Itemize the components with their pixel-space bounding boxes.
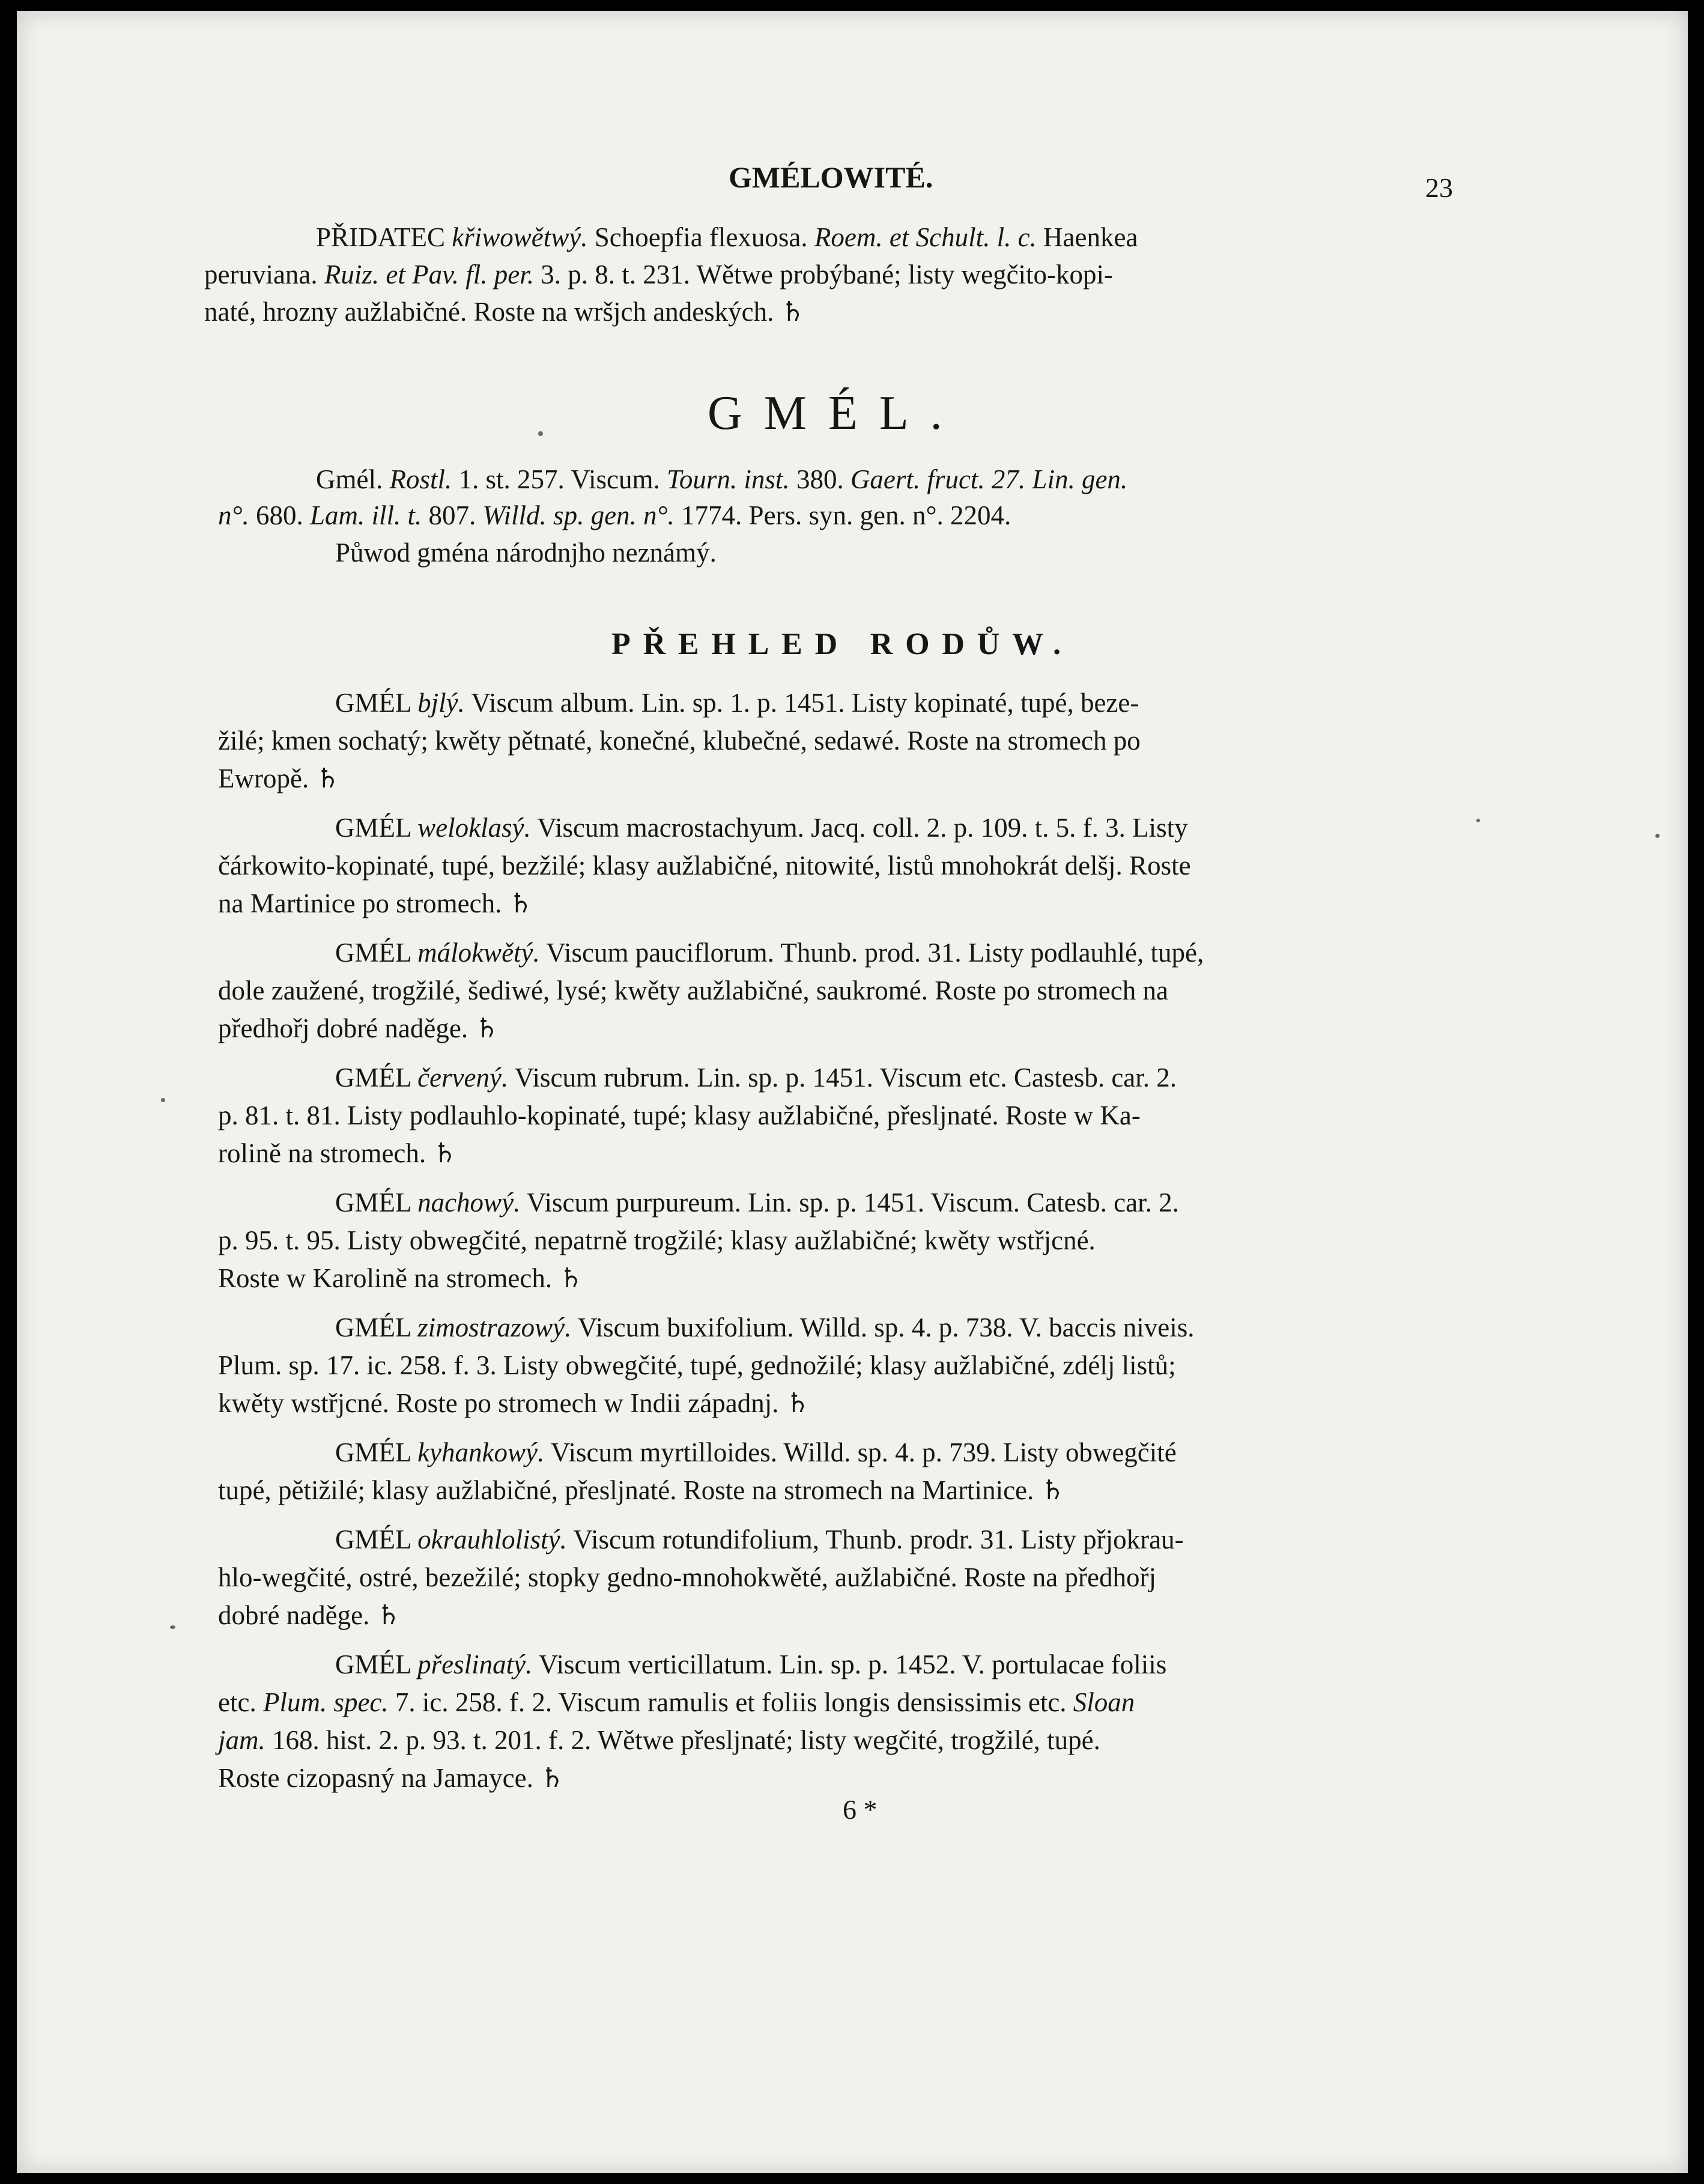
species-entry: GMÉL nachowý. Viscum purpureum. Lin. sp. p. 1451. Viscum. Catesb. car. 2. [335,1188,1179,1218]
text-line: dobré naděge. ♄ [218,1600,401,1630]
scanned-page [17,11,1688,2173]
text-line: tupé, pětižilé; klasy aužlabičné, přesljnaté. Roste na stromech na Martinice. ♄ [218,1475,1065,1505]
signature-mark: 6 * [843,1794,878,1825]
species-entry: GMÉL kyhankowý. Viscum myrtilloides. Willd. sp. 4. p. 739. Listy obwegčité [335,1437,1177,1467]
text-line: hlo-wegčité, ostré, bezežilé; stopky gedno-mnohokwěté, aužlabičné. Roste na předhořj [218,1562,1156,1592]
saturn-symbol: ♄ [780,297,805,327]
text-line: jam. 168. hist. 2. p. 93. t. 201. f. 2. Wětwe přesljnaté; listy wegčité, trogžilé, tupé. [218,1725,1100,1755]
species-entry: GMÉL málokwětý. Viscum pauciflorum. Thunb. prod. 31. Listy podlauhlé, tupé, [335,938,1204,968]
page-number: 23 [1425,172,1453,203]
text-line: dole zaužené, trogžilé, šediwé, lysé; kwěty aužlabičné, saukromé. Roste po stromech na [218,975,1168,1006]
text-line: p. 81. t. 81. Listy podlauhlo-kopinaté, tupé; klasy aužlabičné, přesljnaté. Roste w Ka- [218,1100,1141,1130]
genus-heading: GMÉL. [708,387,964,440]
text-line: čárkowito-kopinaté, tupé, bezžilé; klasy aužlabičné, nitowité, listů mnohokrát delšj. Roste [218,851,1191,881]
text-line: Roste w Karolině na stromech. ♄ [218,1263,583,1293]
running-header: GMÉLOWITÉ. [729,160,933,194]
text-line: předhořj dobré naděge. ♄ [218,1013,499,1043]
text-line: Gmél. Rostl. 1. st. 257. Viscum. Tourn. inst. 380. Gaert. fruct. 27. Lin. gen. [316,464,1128,494]
species-entry: GMÉL přeslinatý. Viscum verticillatum. Lin. sp. p. 1452. V. portulacae foliis [335,1649,1167,1679]
section-heading: PŘEHLED RODŮW. [611,627,1073,661]
species-entry: GMÉL weloklasý. Viscum macrostachyum. Jacq. coll. 2. p. 109. t. 5. f. 3. Listy [335,813,1188,843]
text-line: p. 95. t. 95. Listy obwegčité, nepatrně trogžilé; klasy aužlabičné; kwěty wstřjcné. [218,1225,1096,1255]
text-line: rolině na stromech. ♄ [218,1138,457,1168]
species-entry: GMÉL bjlý. Viscum album. Lin. sp. 1. p. 1451. Listy kopinaté, tupé, beze- [335,688,1139,718]
text-line: PŘIDATEC křiwowětwý. Schoepfia flexuosa. Roem. et Schult. l. c. Haenkea [316,222,1138,252]
text-line: na Martinice po stromech. ♄ [218,888,533,918]
text-line: peruviana. Ruiz. et Pav. fl. per. 3. p. 8. t. 231. Wětwe probýbané; listy wegčito-kopi- [204,259,1114,290]
text-line: Ewropě. ♄ [218,763,340,793]
species-entry: GMÉL zimostrazowý. Viscum buxifolium. Willd. sp. 4. p. 738. V. baccis niveis. [335,1312,1195,1342]
text-line: Půwod gména národnjho neznámý. [335,538,717,568]
species-entry: GMÉL červený. Viscum rubrum. Lin. sp. p. 1451. Viscum etc. Castesb. car. 2. [335,1063,1177,1093]
text-line: n°. 680. Lam. ill. t. 807. Willd. sp. gen. n°. 1774. Pers. syn. gen. n°. 2204. [218,500,1011,530]
text-line: Roste cizopasný na Jamayce. ♄ [218,1763,565,1793]
text-line: etc. Plum. spec. 7. ic. 258. f. 2. Viscum ramulis et foliis longis densissimis etc. Sloan [218,1687,1135,1717]
text-line: naté, hrozny aužlabičné. Roste na wršjch andeských. ♄ [204,297,805,327]
text-line: kwěty wstřjcné. Roste po stromech w Indii západnj. ♄ [218,1388,810,1418]
text-line: žilé; kmen sochatý; kwěty pětnaté, konečné, klubečné, sedawé. Roste na stromech po [218,726,1141,756]
species-entry: GMÉL okrauhlolistý. Viscum rotundifolium, Thunb. prodr. 31. Listy přjokrau- [335,1524,1184,1555]
text-line: Plum. sp. 17. ic. 258. f. 3. Listy obwegčité, tupé, gednožilé; klasy aužlabičné, zdélj listů; [218,1350,1176,1380]
